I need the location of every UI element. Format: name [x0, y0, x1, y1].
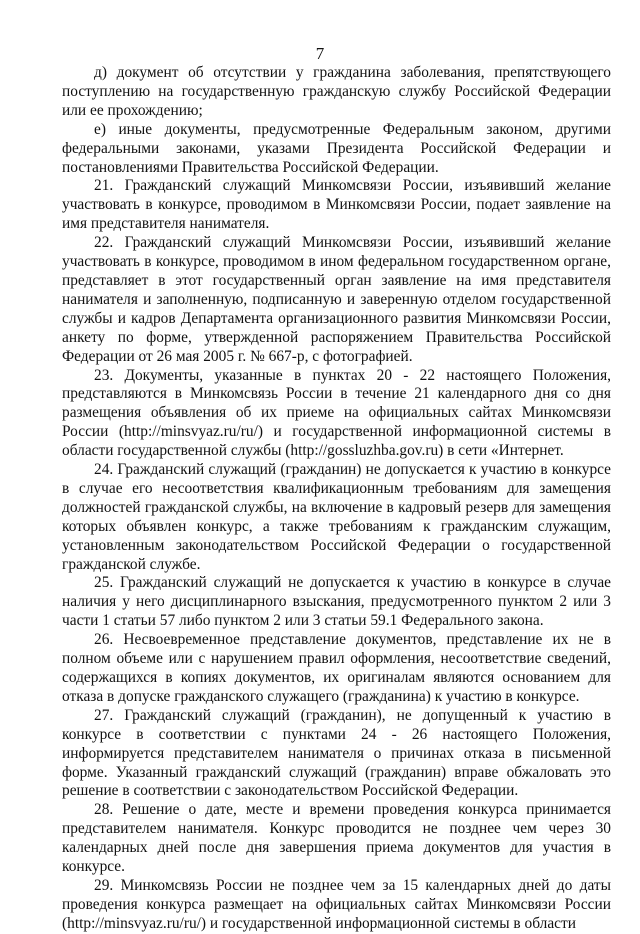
- paragraph-25: 25. Гражданский служащий не допускается к участию в конкурсе в случае наличия у него дисциплинарного взыскания, предусмотренного пунктом 2 или 3 части 1 статьи 57 либо пунктом 2 или 3 статьи 59.1 Федерального закона.: [62, 574, 611, 630]
- paragraph-23: 23. Документы, указанные в пунктах 20 - 22 настоящего Положения, представляются в Минкомсвязь России в течение 21 календарного дня со дня размещения объявления об их приеме на официальных сайтах Минкомсвязи России (http://minsvyaz.ru/ru/) и государственной информационной системы в области государственной службы (http://gossluzhba.gov.ru) в сети «Интернет.: [62, 366, 611, 460]
- paragraph-28: 28. Решение о дате, месте и времени проведения конкурса принимается представителем нанимателя. Конкурс проводится не позднее чем через 30 календарных дней после дня завершения приема документов для участия в конкурсе.: [62, 801, 611, 876]
- document-body: [62, 64, 611, 934]
- paragraph-24: 24. Гражданский служащий (гражданин) не допускается к участию в конкурсе в случае его несоответствия квалификационным требованиям для замещения должностей гражданской службы, на включение в кадровый резерв для замещения которых объявлен конкурс, а также требованиям к гражданским служащим, установленным законодательством Российской Федерации о государственной гражданской службе.: [62, 461, 611, 573]
- paragraph-22: 22. Гражданский служащий Минкомсвязи России, изъявивший желание участвовать в конкурсе, проводимом в ином федеральном государственном органе, представляет в этот государственный орган заявление на имя представителя нанимателя и заполненную, подписанную и заверенную отделом государственной службы и кадров Департамента организационного развития Минкомсвязи России, анкету по форме, утвержденной распоряжением Правительства Российской Федерации от 26 мая 2005 г. № 667-р, с фотографией.: [62, 234, 611, 365]
- paragraph-21: 21. Гражданский служащий Минкомсвязи России, изъявивший желание участвовать в конкурсе, проводимом в Минкомсвязи России, подает заявление на имя представителя нанимателя.: [62, 177, 611, 233]
- paragraph-27: 27. Гражданский служащий (гражданин), не допущенный к участию в конкурсе в соответствии с пунктами 24 - 26 настоящего Положения, информируется представителем нанимателя о причинах отказа в письменной форме. Указанный гражданский служащий (гражданин) вправе обжаловать это решение в соответствии с законодательством Российской Федерации.: [62, 706, 611, 800]
- paragraph-29: 29. Минкомсвязь России не позднее чем за 15 календарных дней до даты проведения конкурса размещает на официальных сайтах Минкомсвязи России (http://minsvyaz.ru/ru/) и государственной информационной системы в области: [62, 876, 611, 932]
- page-number: 7: [315, 44, 325, 63]
- paragraph-26: 26. Несвоевременное представление документов, представление их не в полном объеме или с нарушением правил оформления, несоответствие сведений, содержащихся в копиях документов, их оригиналам являются основанием для отказа в допуске гражданского служащего (гражданина) к участию в конкурсе.: [62, 631, 611, 705]
- paragraph-item-e: е) иные документы, предусмотренные Федеральным законом, другими федеральными законами, указами Президента Российской Федерации и постановлениями Правительства Российской Федерации.: [62, 120, 611, 176]
- paragraph-item-d: д) документ об отсутствии у гражданина заболевания, препятствующего поступлению на государственную гражданскую службу Российской Федерации или ее прохождению;: [62, 64, 611, 119]
